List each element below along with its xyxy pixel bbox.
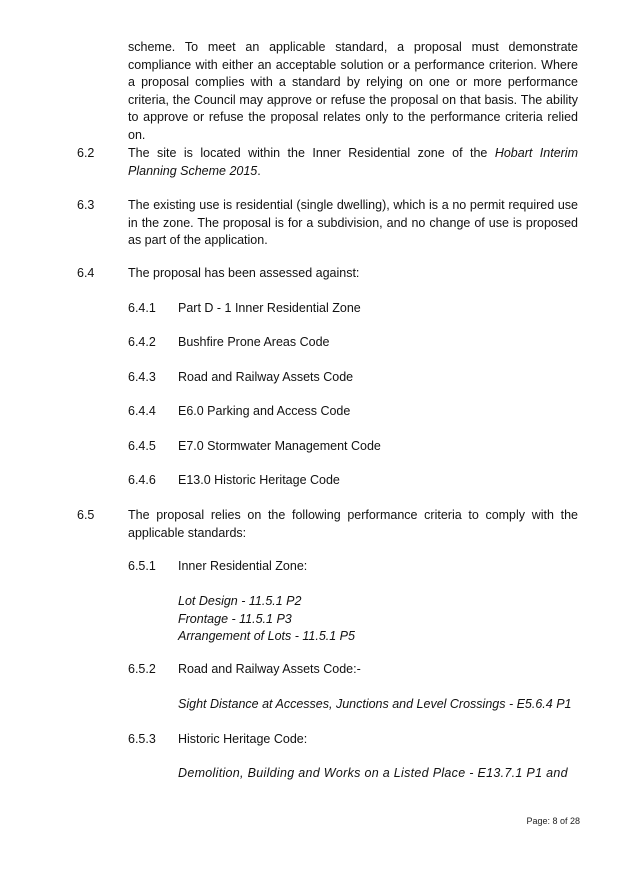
subsection-number: 6.5.1 <box>128 559 156 573</box>
subsection-text: Bushfire Prone Areas Code <box>178 335 330 349</box>
subsection-text: E6.0 Parking and Access Code <box>178 404 351 418</box>
criteria-item: Arrangement of Lots - 11.5.1 P5 <box>178 629 355 643</box>
subsection-text: Inner Residential Zone: <box>178 559 308 573</box>
criteria-list <box>178 765 578 783</box>
criteria-item: Frontage - 11.5.1 P3 <box>178 611 292 626</box>
section-paragraph: The existing use is residential (single dwelling), which is a no permit required use in the zone. The proposal is for a subdivision, and no change of use is proposed as part of the application. <box>128 198 578 247</box>
section-number: 6.3 <box>77 198 95 212</box>
page-number: Page: 8 of 28 <box>526 816 580 826</box>
criteria-list <box>178 593 578 646</box>
section-number: 6.5 <box>77 508 95 522</box>
subsection-number: 6.4.2 <box>128 335 156 349</box>
scheme-name: Hobart Interim Planning Scheme 2015 <box>128 146 578 178</box>
section-paragraph: The proposal relies on the following performance criteria to comply with the applicable standards: <box>128 508 578 540</box>
subsection-number: 6.5.2 <box>128 662 156 676</box>
subsection-number: 6.4.1 <box>128 301 156 315</box>
section-number: 6.4 <box>77 266 95 280</box>
section-paragraph <box>128 145 578 180</box>
subsection-text: E13.0 Historic Heritage Code <box>178 473 340 487</box>
subsection-number: 6.4.4 <box>128 404 156 418</box>
paragraph-text: The site is located within the Inner Residential zone of the <box>128 146 495 160</box>
criteria-list <box>178 696 578 714</box>
paragraph-text: . <box>257 163 261 178</box>
subsection-number: 6.4.6 <box>128 473 156 487</box>
subsection-number: 6.4.5 <box>128 439 156 453</box>
criteria-item: Demolition, Building and Works on a Listed Place - E13.7.1 P1 and <box>178 766 568 780</box>
subsection-number: 6.4.3 <box>128 370 156 384</box>
subsection-number: 6.5.3 <box>128 732 156 746</box>
section-paragraph: The proposal has been assessed against: <box>128 266 360 280</box>
section-number: 6.2 <box>77 146 95 160</box>
subsection-text: Road and Railway Assets Code <box>178 370 354 384</box>
subsection-text: Part D - 1 Inner Residential Zone <box>178 301 361 315</box>
subsection-text: Road and Railway Assets Code:- <box>178 662 361 676</box>
criteria-item: Lot Design - 11.5.1 P2 <box>178 594 302 608</box>
criteria-item: Sight Distance at Accesses, Junctions and Level Crossings - E5.6.4 P1 <box>178 697 572 711</box>
lead-paragraph: scheme. To meet an applicable standard, a proposal must demonstrate compliance with either an acceptable solution or a performance criterion. Where a proposal complies with a standard by relying on one or more performance criteria, the Council may approve or refuse the proposal on that basis. The ability to approve or refuse the proposal relates only to the performance criteria relied on. <box>128 40 578 142</box>
subsection-text: Historic Heritage Code: <box>178 732 308 746</box>
subsection-text: E7.0 Stormwater Management Code <box>178 439 381 453</box>
